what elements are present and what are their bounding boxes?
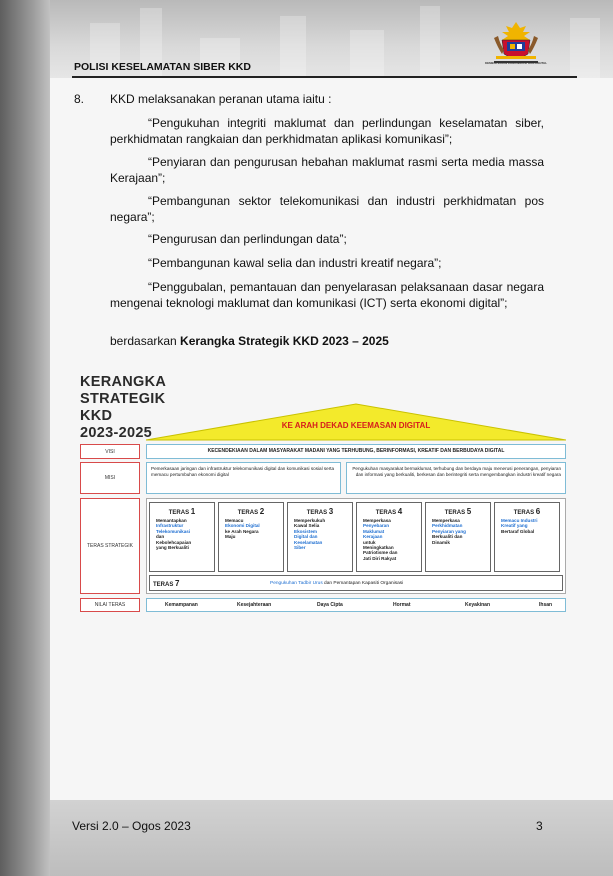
teras-card-1 [149, 502, 215, 572]
teras-card-line: dan [156, 534, 165, 540]
teras-card-line: untuk [363, 539, 376, 545]
teras-card-body [150, 516, 214, 552]
role-item: “Pembangunan kawal selia dan industri kreatif negara”; [148, 256, 442, 270]
teras-card-line: Kebolehcapaian [156, 539, 192, 545]
teras-card-line: Penyiaran yang [432, 528, 466, 534]
closing-framework-name: Kerangka Strategik KKD 2023 – 2025 [180, 334, 389, 348]
role-item: “Pembangunan sektor telekomunikasi dan industri perkhidmatan pos negara”; [110, 194, 544, 224]
role-item: “Penyiaran dan pengurusan hebahan maklumat rasmi serta media massa Kerajaan”; [110, 155, 544, 185]
teras-card-line: Maklumat [363, 528, 385, 534]
teras-card-head: TERAS 2 [237, 507, 265, 516]
teras-label: TERAS STRATEGIK [80, 498, 140, 594]
teras-card-head: TERAS 1 [168, 507, 196, 516]
document-page [50, 0, 613, 876]
teras-card-head: TERAS 6 [513, 507, 541, 516]
teras-cards [149, 502, 563, 574]
teras-card-line: Ekosistem [294, 528, 317, 534]
teras-area [146, 498, 566, 594]
teras-card-line: Kreatif yang [501, 523, 528, 529]
teras-card-line: Berkualiti dan [432, 534, 463, 540]
misi-label: MISI [80, 462, 140, 494]
strategic-framework-figure [80, 374, 566, 616]
visi-box [146, 444, 566, 459]
teras-card-line: yang Berkualiti [156, 545, 189, 551]
teras-card-line: Jati Diri Rakyat [363, 555, 397, 561]
teras-7-box [149, 575, 563, 591]
teras-card-head: TERAS 4 [375, 507, 403, 516]
teras-card-body [426, 516, 490, 547]
teras-card-line: Perkhidmatan [432, 523, 463, 529]
nilai-box [146, 598, 566, 612]
teras-card-line: Memperkukuh [294, 518, 326, 523]
teras-7-text: Pengukuhan Tadbir Urus dan Pemantapan Kapasiti Organisasi [270, 581, 404, 586]
teras-card-line: Dinamik [432, 539, 450, 545]
visi-label: VISI [80, 444, 140, 459]
teras-card-line: Telekomunikasi [156, 528, 191, 534]
teras-card-line: Kawal Selia [294, 523, 320, 529]
misi-right-box [346, 462, 566, 494]
teras-card-line: Memacu Industri [501, 518, 538, 523]
nilai-item: Kesejahteraan [237, 602, 272, 608]
teras-card-line: Memperkasa [363, 518, 391, 523]
role-item: “Penggubalan, pemantauan dan penyelarasan pelaksanaan dasar negara mengenai teknologi maklumat dan komunikasi (ICT) serta ekonomi digital”; [110, 280, 544, 310]
section-intro: KKD melaksanakan peranan utama iaitu : [110, 92, 332, 106]
teras-card-line: Penyebaran [363, 523, 390, 529]
roof-slogan: KE ARAH DEKAD KEEMASAN DIGITAL [281, 421, 431, 430]
teras-card-head: TERAS 3 [306, 507, 334, 516]
framework-title: KERANGKA STRATEGIK KKD 2023-2025 [80, 374, 167, 441]
teras-card-body [288, 516, 352, 552]
nilai-item: Daya Cipta [317, 602, 343, 608]
teras-card-line: Patriotisme dan [363, 550, 398, 556]
crest-caption: KEMENTERIAN KOMUNIKASI DAN DIGITAL [484, 61, 548, 65]
section-number: 8. [74, 92, 85, 106]
teras-card-5 [425, 502, 491, 572]
footer-version: Versi 2.0 – Ogos 2023 [72, 819, 191, 833]
misi-right-text: Pengukuhan masyarakat bermaklumat, terhubung dan berdaya maju menerusi penerangan, penyiaran dan informasi yang berkualiti, berkesan dan berintegriti serta mengembangkan industri kreatif negara [352, 466, 561, 477]
nilai-item: Kemampanan [165, 602, 198, 608]
teras-card-6 [494, 502, 560, 572]
teras-card-line: Keselamatan [294, 539, 323, 545]
teras-card-4 [356, 502, 422, 572]
misi-left-text: Pemerkasaan jaringan dan infrastruktur telekomunikasi digital dan komunikasi sosial serta memacu pertumbuhan ekonomi digital [151, 466, 335, 477]
teras-card-line: Ekonomi Digital [225, 523, 260, 529]
teras-card-body [357, 516, 421, 563]
teras-card-head: TERAS 5 [444, 507, 472, 516]
teras-card-line: Memacu [225, 518, 244, 523]
footer-page-number: 3 [536, 819, 543, 833]
teras-card-line: Memperkasa [432, 518, 460, 523]
teras-card-line: Bertaraf Global [501, 528, 535, 534]
role-item: “Pengukuhan integriti maklumat dan perlindungan keselamatan siber, perkhidmatan rangkaian dan perkhidmatan aplikasi komunikasi”; [110, 116, 544, 146]
closing-line [110, 334, 389, 348]
nilai-item: Hormat [393, 602, 411, 608]
visi-text: KECENDEKIAAN DALAM MASYARAKAT MADANI YANG TERHUBUNG, BERINFORMASI, KREATIF DAN BERBUDAYA DIGITAL [207, 448, 505, 454]
closing-prefix: berdasarkan [110, 334, 181, 348]
footer-banner [50, 800, 613, 876]
teras-card-line: Siber [294, 545, 306, 551]
teras-card-line: Memantapkan [156, 518, 187, 523]
header-rule [72, 76, 577, 78]
teras-card-3 [287, 502, 353, 572]
teras-card-body [495, 516, 559, 536]
teras-card-line: Maju [225, 534, 236, 540]
misi-left-box [146, 462, 341, 494]
ministry-crest-logo [484, 20, 548, 70]
teras-card-line: ke Arah Negara [225, 528, 259, 534]
nilai-item: Ihsan [539, 602, 553, 608]
nilai-item: Keyakinan [465, 602, 491, 608]
teras-card-body [219, 516, 283, 542]
teras-card-line: Meningkatkan [363, 545, 394, 551]
teras-card-line: Infrastruktur [156, 523, 184, 529]
teras-card-2 [218, 502, 284, 572]
nilai-label: NILAI TERAS [80, 598, 140, 612]
document-header-title: POLISI KESELAMATAN SIBER KKD [74, 61, 251, 73]
teras-card-line: Kerajaan [363, 534, 383, 540]
teras-card-line: Digital dan [294, 534, 318, 540]
teras-7-head: TERAS 7 [153, 579, 180, 588]
role-item: “Pengurusan dan perlindungan data”; [148, 232, 347, 246]
